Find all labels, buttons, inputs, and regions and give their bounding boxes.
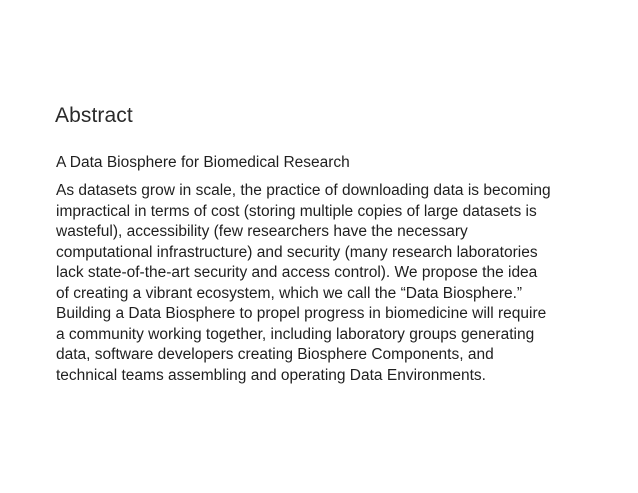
abstract-line: of creating a vibrant ecosystem, which we call the “Data Biosphere.”: [56, 284, 523, 302]
abstract-line: computational infrastructure) and security (many research laboratories: [56, 243, 538, 261]
slide-subtitle: A Data Biosphere for Biomedical Research: [56, 154, 350, 171]
abstract-line: As datasets grow in scale, the practice of downloading data is becoming: [56, 182, 551, 199]
abstract-line: impractical in terms of cost (storing multiple copies of large datasets is: [56, 202, 537, 220]
abstract-line: technical teams assembling and operating Data Environments.: [56, 366, 486, 384]
abstract-line: a community working together, including laboratory groups generating: [56, 325, 535, 343]
abstract-body: [56, 181, 596, 386]
slide-heading: Abstract: [55, 104, 133, 127]
abstract-line: data, software developers creating Biosphere Components, and: [56, 346, 494, 363]
abstract-line: wasteful), accessibility (few researchers have the necessary: [56, 223, 468, 240]
abstract-line: lack state-of-the-art security and access control). We propose the idea: [56, 264, 538, 281]
abstract-line: Building a Data Biosphere to propel progress in biomedicine will require: [56, 305, 547, 322]
